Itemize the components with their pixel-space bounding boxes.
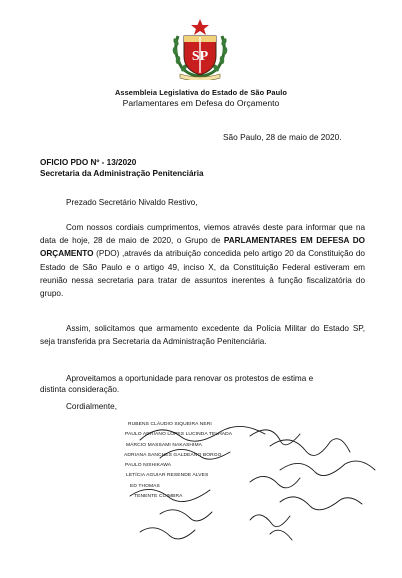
- paragraph-1: [40, 221, 365, 300]
- paragraph-1-part-1: Com nossos cordiais cumprimentos, viemos através deste para informar que na data de hoje, 28 de maio de 2020, o Grupo de: [40, 223, 365, 246]
- organization-name: Assembleia Legislativa do Estado de São Paulo: [114, 88, 288, 97]
- state-coat-of-arms-seal: [170, 18, 230, 80]
- signatory-name: LETÍCIA AGUIAR RESENDE ALVES: [126, 473, 209, 479]
- signatory-name: PAULO NISHIKAWA: [125, 463, 172, 469]
- closing: Cordialmente,: [66, 402, 117, 411]
- signatory-name: ADRIANA SANCHES GALDEANO BORGO: [124, 452, 222, 458]
- paragraph-2: [40, 322, 365, 348]
- signatories-list: [126, 420, 232, 502]
- paragraph-1-part-2: (PDO) ,através da atribuição concedida pelo artigo 20 da Constituição do Estado de São Paulo e o artigo 49, inciso X, da Constituição Federal estiveram em reunião nessa secretaria para tratar de assuntos inerentes à função fiscalizatória do grupo.: [40, 249, 365, 299]
- paragraph-3-line-2: distinta consideração.: [40, 385, 120, 394]
- signatory-name: ED THOMAS: [130, 483, 160, 489]
- signatory-name: MÁRCIO MASSAMI NAKASHIMA: [126, 442, 203, 448]
- paragraph-1-bold: PARLAMENTARES EM DEFESA DO ORÇAMENTO: [40, 236, 365, 259]
- office-number: OFICIO PDO Nº - 13/2020: [40, 158, 137, 167]
- greeting: Prezado Secretário Nivaldo Restivo,: [66, 198, 198, 207]
- seal-letters: SP: [191, 49, 209, 64]
- place-and-date: São Paulo, 28 de maio de 2020.: [223, 132, 342, 142]
- organization-subtitle: Parlamentares em Defesa do Orçamento: [122, 98, 280, 108]
- signatory-name: RUBENS CLÁUDIO SIQUEIRA NERI: [128, 422, 212, 427]
- paragraph-2-text: Assim, solicitamos que armamento excedente da Polícia Militar do Estado SP, seja transferida pra Secretaria da Administração Penitenciária.: [40, 324, 365, 347]
- paragraph-3-line-1: Aproveitamos a oportunidade para renovar os protestos de estima e: [66, 374, 314, 383]
- signatory-name: PAULO ADRIANO LOPES LUCINDA TELHADA: [125, 432, 233, 438]
- signatory-name: TENENTE COIMBRA: [134, 494, 183, 500]
- office-recipient: Secretaria da Administração Penitenciária: [40, 169, 204, 178]
